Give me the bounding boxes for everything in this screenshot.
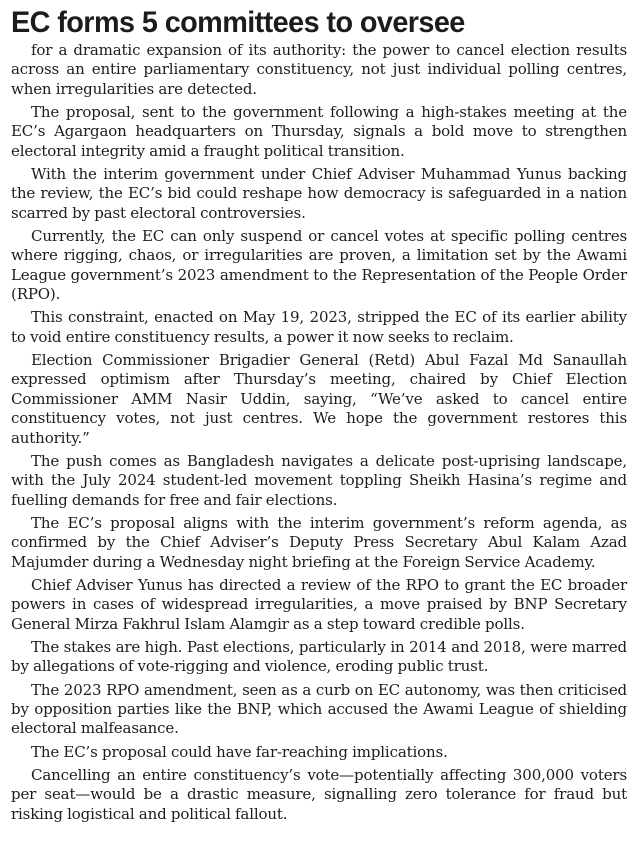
paragraph-4: Currently, the EC can only suspend or cancel votes at specific polling centres where rigging, chaos, or irregularities are proven, a limitation set by the Awami League government’s 2023 amendment to the Representation of the People Order (RPO).	[11, 227, 627, 304]
paragraph-7: The push comes as Bangladesh navigates a delicate post-uprising landscape, with the July 2024 student-led movement toppling Sheikh Hasina’s regime and fuelling demands for free and fair elections.	[11, 451, 627, 509]
paragraph-3: With the interim government under Chief Adviser Muhammad Yunus backing the review, the EC’s bid could reshape how democracy is safeguarded in a nation scarred by past electoral controversies.	[11, 165, 627, 222]
paragraph-8: The EC’s proposal aligns with the interim government’s reform agenda, as confirmed by the Chief Adviser’s Deputy Press Secretary Abul Kalam Azad Majumder during a Wednesday night briefing at the Foreign Service Academy.	[11, 513, 627, 571]
paragraph-13: Cancelling an entire constituency’s vote—potentially affecting 300,000 voters per seat—would be a drastic measure, signalling zero tolerance for fraud but risking logistical and political fallout.	[11, 765, 627, 823]
paragraph-12: The EC’s proposal could have far-reaching implications.	[31, 742, 448, 761]
paragraph-9: Chief Adviser Yunus has directed a review of the RPO to grant the EC broader powers in cases of widespread irregularities, a move praised by BNP Secretary General Mirza Fakhrul Islam Alamgir as a step toward credible polls.	[11, 575, 627, 633]
paragraph-5: This constraint, enacted on May 19, 2023, stripped the EC of its earlier ability to void entire constituency results, a power it now seeks to reclaim.	[11, 308, 627, 346]
paragraph-10: The stakes are high. Past elections, particularly in 2014 and 2018, were marred by allegations of vote-rigging and violence, eroding public trust.	[11, 637, 627, 676]
news-article	[11, 4, 627, 828]
paragraph-2: The proposal, sent to the government following a high-stakes meeting at the EC’s Agargaon headquarters on Thursday, signals a bold move to strengthen electoral integrity amid a fraught political transition.	[11, 103, 627, 160]
headline: EC forms 5 committees to oversee	[11, 6, 465, 39]
paragraph-11: The 2023 RPO amendment, seen as a curb on EC autonomy, was then criticised by opposition parties like the BNP, which accused the Awami League of shielding electoral malfeasance.	[11, 680, 627, 738]
paragraph-6: Election Commissioner Brigadier General (Retd) Abul Fazal Md Sanaullah expressed optimism after Thursday’s meeting, chaired by Chief Election Commissioner AMM Nasir Uddin, saying, “We’ve asked to cancel entire constituency votes, not just centres. We hope the government restores this authority.”	[11, 351, 627, 447]
paragraph-1: for a dramatic expansion of its authority: the power to cancel election results across an entire parliamentary constituency, not just individual polling centres, when irregularities are detected.	[11, 41, 627, 98]
